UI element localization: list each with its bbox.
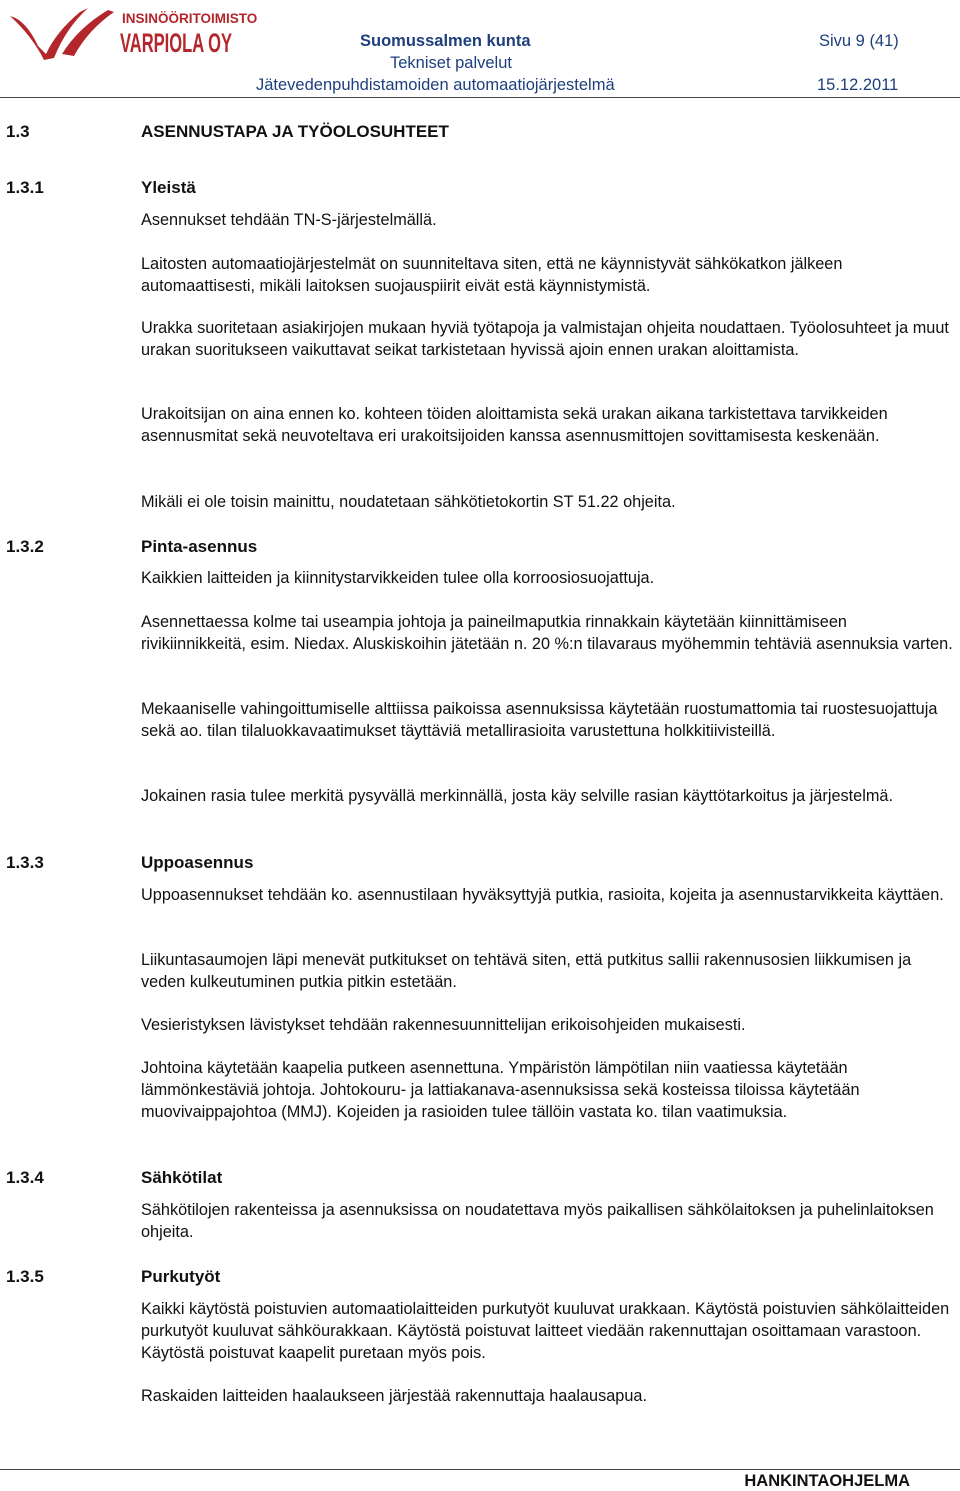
- paragraph: Asennettaessa kolme tai useampia johtoja ja paineilmaputkia rinnakkain käytetään kiinnittämiseen rivikiinnikkeitä, esim. Niedax. Aluskiskoihin jätetään n. 20 %:n tilavaraus myöhemmin tehtäviä asennuksia varten.: [141, 613, 953, 653]
- header-document-title: Jätevedenpuhdistamoiden automaatiojärjestelmä: [256, 76, 615, 94]
- subsection-title: Pinta-asennus: [141, 537, 258, 556]
- header-company: Suomussalmen kunta: [360, 32, 531, 50]
- header-divider: [0, 97, 960, 98]
- paragraph: Liikuntasaumojen läpi menevät putkitukset on tehtävä siten, että putkitus sallii rakennusosien liikkumisen ja veden kulkeutuminen putkia pitkin estetään.: [141, 951, 912, 991]
- header-page-number: Sivu 9 (41): [819, 32, 899, 50]
- subsection-number: 1.3.2: [6, 537, 44, 556]
- paragraph: Urakoitsijan on aina ennen ko. kohteen töiden aloittamista sekä urakan aikana tarkistettava tarvikkeiden asennusmitat sekä neuvoteltava eri urakoitsijoiden kanssa asennusmittojen sovittamisesta keskenään.: [141, 405, 888, 445]
- subsection-number: 1.3.3: [6, 853, 44, 872]
- header-date: 15.12.2011: [817, 76, 899, 94]
- logo-swoosh-mark: [10, 8, 88, 60]
- paragraph: Vesieristyksen lävistykset tehdään rakennesuunnittelijan erikoisohjeiden mukaisesti.: [141, 1016, 746, 1034]
- subsection-title: Purkutyöt: [141, 1267, 221, 1286]
- section-number: 1.3: [6, 122, 30, 141]
- company-logo: [8, 2, 258, 66]
- subsection-number: 1.3.4: [6, 1168, 44, 1187]
- paragraph: Sähkötilojen rakenteissa ja asennuksissa on noudatettava myös paikallisen sähkölaitoksen ja puhelinlaitoksen ohjeita.: [141, 1201, 934, 1241]
- logo-text-bottom: VARPIOLA OY: [120, 28, 232, 58]
- header-department: Tekniset palvelut: [390, 54, 512, 72]
- paragraph: Jokainen rasia tulee merkitä pysyvällä merkinnällä, josta käy selville rasian käyttötarkoitus ja järjestelmä.: [141, 787, 893, 805]
- paragraph: Laitosten automaatiojärjestelmät on suunniteltava siten, että ne käynnistyvät sähkökatkon jälkeen automaattisesti, mikäli laitoksen suojauspiirit eivät estä käynnistymistä.: [141, 255, 843, 295]
- paragraph: Kaikkien laitteiden ja kiinnitystarvikkeiden tulee olla korroosiosuojattuja.: [141, 569, 655, 587]
- logo-text-top: INSINÖÖRITOIMISTO: [122, 11, 258, 26]
- subsection-title: Yleistä: [141, 178, 196, 197]
- paragraph: Asennukset tehdään TN-S-järjestelmällä.: [141, 211, 437, 229]
- paragraph: Kaikki käytöstä poistuvien automaatiolaitteiden purkutyöt kuuluvat urakkaan. Käytöstä poistuvien sähkölaitteiden purkutyöt kuuluvat sähköurakkaan. Käytöstä poistuvat laitteet viedään rakennuttajan osoittamaan varastoon. Käytöstä poistuvat kaapelit puretaan myös pois.: [141, 1300, 950, 1362]
- paragraph: Mekaaniselle vahingoittumiselle alttiissa paikoissa asennuksissa käytetään ruostumattomia tai ruostesuojattuja sekä ao. tilan tilaluokkavaatimukset täyttäviä metallirasioita varustettuna holkkitiivisteillä.: [141, 700, 938, 740]
- footer-divider: [0, 1469, 960, 1470]
- paragraph: Raskaiden laitteiden haalaukseen järjestää rakennuttaja haalausapua.: [141, 1387, 647, 1405]
- section-title: ASENNUSTAPA JA TYÖOLOSUHTEET: [141, 122, 449, 141]
- paragraph: Urakka suoritetaan asiakirjojen mukaan hyviä työtapoja ja valmistajan ohjeita noudattaen. Työolosuhteet ja muut urakan suoritukseen vaikuttavat seikat tarkistetaan hyvissä ajoin ennen urakan aloittamista.: [141, 319, 949, 359]
- subsection-title: Uppoasennus: [141, 853, 254, 872]
- subsection-number: 1.3.5: [6, 1267, 44, 1286]
- footer-label: HANKINTAOHJELMA: [744, 1472, 910, 1490]
- paragraph: Uppoasennukset tehdään ko. asennustilaan hyväksyttyjä putkia, rasioita, kojeita ja asennustarvikkeita käyttäen.: [141, 886, 944, 904]
- paragraph: Mikäli ei ole toisin mainittu, noudatetaan sähkötietokortin ST 51.22 ohjeita.: [141, 493, 676, 511]
- subsection-number: 1.3.1: [6, 178, 44, 197]
- paragraph: Johtoina käytetään kaapelia putkeen asennettuna. Ympäristön lämpötilan niin vaatiessa käytetään lämmönkestäviä johtoja. Johtokouru- ja lattiakanava-asennuksissa sekä kosteissa tiloissa käytetään muovivaippajohtoa (MMJ). Kojeiden ja rasioiden tulee tällöin vastata ko. tilan vaatimuksia.: [141, 1059, 860, 1121]
- subsection-title: Sähkötilat: [141, 1168, 223, 1187]
